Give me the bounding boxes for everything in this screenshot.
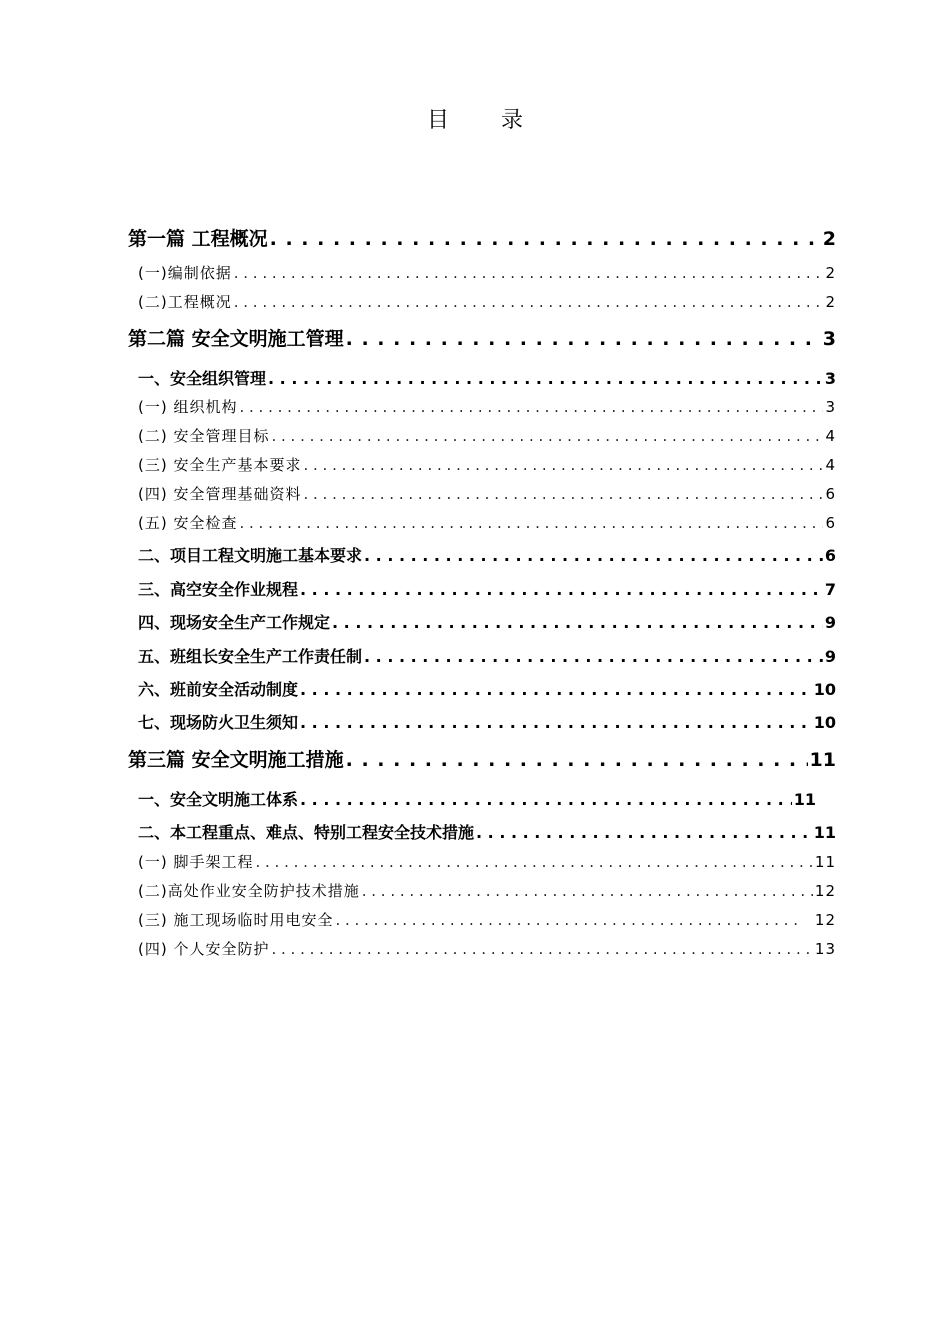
toc-entry-page: 2 xyxy=(825,293,836,311)
toc-entry-label: 五、班组长安全生产工作责任制 xyxy=(138,647,363,666)
dot-leader xyxy=(346,328,821,350)
toc-entry-label: (二) 安全管理目标 xyxy=(138,427,270,445)
toc-entry-label: 二、本工程重点、难点、特别工程安全技术措施 xyxy=(138,823,475,842)
toc-entry-label: (五) 安全检查 xyxy=(138,514,238,532)
toc-entry-label: (三) 安全生产基本要求 xyxy=(138,456,302,474)
dot-leader xyxy=(300,580,823,599)
dot-leader xyxy=(239,398,823,416)
toc-entry-page: 11 xyxy=(809,749,836,771)
toc-entry-label: (二)高处作业安全防护技术措施 xyxy=(138,882,360,900)
toc-entry-page: 9 xyxy=(824,647,836,666)
toc-entry-label: 第三篇 安全文明施工措施 xyxy=(128,749,344,771)
toc-entry[interactable] xyxy=(128,745,836,772)
toc-entry-label: 二、项目工程文明施工基本要求 xyxy=(138,546,363,565)
toc-entry-label: (一) 脚手架工程 xyxy=(138,853,254,871)
toc-entry-page: 10 xyxy=(813,713,836,732)
toc-entry-page: 10 xyxy=(813,680,836,699)
toc-entry-page: 6 xyxy=(825,514,836,532)
toc-entry[interactable] xyxy=(138,909,836,930)
dot-leader xyxy=(303,456,823,474)
toc-entry[interactable] xyxy=(138,787,816,810)
toc-entry[interactable] xyxy=(138,483,836,504)
toc-entry-label: (一) 组织机构 xyxy=(138,398,238,416)
toc-entry-label: 七、现场防火卫生须知 xyxy=(138,713,299,732)
dot-leader xyxy=(268,369,823,388)
toc-entry-label: 四、现场安全生产工作规定 xyxy=(138,613,331,632)
toc-entry[interactable] xyxy=(138,851,836,872)
toc-entry-page: 13 xyxy=(814,940,836,958)
toc-entry[interactable] xyxy=(138,291,836,312)
toc-entry-page: 4 xyxy=(825,456,836,474)
toc-entry-label: 一、安全文明施工体系 xyxy=(138,790,299,809)
toc-entry[interactable] xyxy=(138,710,836,733)
toc-entry-page: 12 xyxy=(814,882,836,900)
toc-entry-label: (三) 施工现场临时用电安全 xyxy=(138,911,334,929)
toc-entry[interactable] xyxy=(138,396,836,417)
toc-entry[interactable] xyxy=(138,366,836,389)
toc-entry-label: 第二篇 安全文明施工管理 xyxy=(128,328,344,350)
toc-entry[interactable] xyxy=(138,644,836,667)
toc-entry[interactable] xyxy=(138,454,836,475)
dot-leader xyxy=(270,228,821,250)
dot-leader xyxy=(234,264,824,282)
toc-entry-label: (一)编制依据 xyxy=(138,264,232,282)
dot-leader xyxy=(364,546,823,565)
toc-entry-page: 9 xyxy=(824,613,836,632)
toc-title: 目录 xyxy=(426,108,575,133)
toc-entry-label: 六、班前安全活动制度 xyxy=(138,680,299,699)
toc-entry-page: 12 xyxy=(814,911,836,929)
toc-entry[interactable] xyxy=(128,224,836,251)
toc-entry-page: 11 xyxy=(814,853,836,871)
dot-leader xyxy=(300,713,812,732)
dot-leader xyxy=(271,940,812,958)
toc-entry-page: 2 xyxy=(825,264,836,282)
toc-entry-page: 6 xyxy=(824,546,836,565)
toc-entry-page: 6 xyxy=(825,485,836,503)
toc-entry-label: 第一篇 工程概况 xyxy=(128,228,268,250)
dot-leader xyxy=(271,427,823,445)
toc-entry[interactable] xyxy=(138,820,836,843)
dot-leader xyxy=(362,882,813,900)
dot-leader xyxy=(303,485,823,503)
toc-entry[interactable] xyxy=(138,262,836,283)
toc-entry[interactable] xyxy=(138,425,836,446)
toc-entry-label: 一、安全组织管理 xyxy=(138,369,267,388)
toc-entry-page: 11 xyxy=(793,790,816,809)
dot-leader xyxy=(234,293,824,311)
toc-entry[interactable] xyxy=(138,543,836,566)
toc-entry-label: (四) 安全管理基础资料 xyxy=(138,485,302,503)
toc-entry[interactable] xyxy=(138,610,836,633)
dot-leader xyxy=(332,613,823,632)
toc-entry-page: 4 xyxy=(825,427,836,445)
dot-leader xyxy=(239,514,823,532)
toc-entry[interactable] xyxy=(138,677,836,700)
toc-entry[interactable] xyxy=(138,938,836,959)
toc-entry[interactable] xyxy=(128,324,836,351)
dot-leader xyxy=(255,853,812,871)
dot-leader xyxy=(364,647,823,666)
dot-leader xyxy=(300,790,792,809)
toc-entry-page: 3 xyxy=(822,328,836,350)
toc-entry-page: 3 xyxy=(825,398,836,416)
dot-leader xyxy=(476,823,812,842)
dot-leader xyxy=(346,749,808,771)
toc-entry-label: (四) 个人安全防护 xyxy=(138,940,270,958)
toc-entry-label: (二)工程概况 xyxy=(138,293,232,311)
toc-entry-page: 2 xyxy=(822,228,836,250)
toc-entry-page: 3 xyxy=(824,369,836,388)
toc-entry[interactable] xyxy=(138,880,836,901)
toc-entry-page: 11 xyxy=(813,823,836,842)
toc-entry-label: 三、高空安全作业规程 xyxy=(138,580,299,599)
toc-entry-page: 7 xyxy=(824,580,836,599)
toc-entry[interactable] xyxy=(138,512,836,533)
dot-leader xyxy=(335,911,798,929)
dot-leader xyxy=(300,680,812,699)
toc-entry[interactable] xyxy=(138,577,836,600)
